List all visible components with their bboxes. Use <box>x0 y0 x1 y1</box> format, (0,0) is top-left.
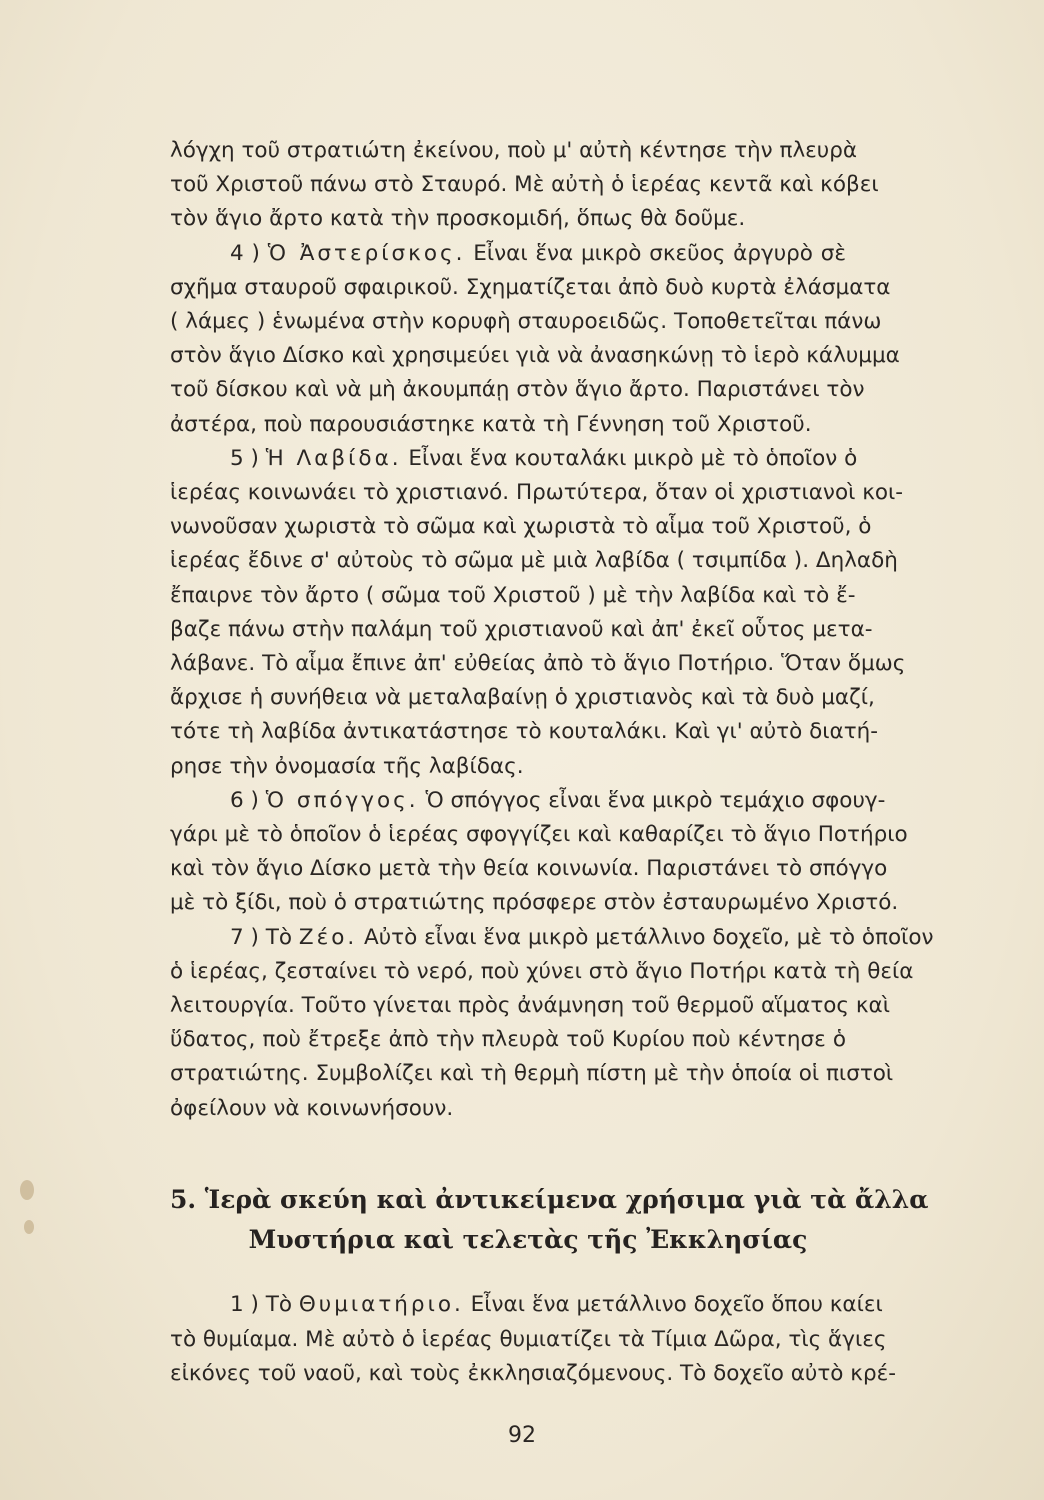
text-line: ( λάμες ) ἑνωμένα στὴν κορυφὴ σταυροειδῶς. Τοποθετεῖται πάνω <box>170 309 882 335</box>
stain-spot <box>24 1220 34 1234</box>
text-line: εἰκόνες τοῦ ναοῦ, καὶ τοὺς ἐκκλησιαζόμενους. Τὸ δοχεῖο αὐτὸ κρέ- <box>170 1361 896 1386</box>
text-line: τὸν ἅγιο ἄρτο κατὰ τὴν προσκομιδή, ὅπως θὰ δοῦμε. <box>170 206 746 232</box>
text-line: λόγχη τοῦ στρατιώτη ἐκείνου, ποὺ μ' αὐτὴ κέντησε τὴν πλευρὰ <box>170 138 858 163</box>
section-heading <box>170 1180 929 1260</box>
text-line: τοῦ δίσκου καὶ νὰ μὴ ἀκουμπάῃ στὸν ἅγιο ἄρτο. Παριστάνει τὸν <box>170 377 865 403</box>
item-5-term: Ἡ Λαβίδα. <box>265 445 402 471</box>
section-heading-line-2: Μυστήρια καὶ τελετὰς τῆς Ἐκκλησίας <box>248 1225 808 1254</box>
item-7-first-line: 7 ) Τὸ Ζέο. Αὐτὸ εἶναι ἕνα μικρὸ μετάλλινο δοχεῖο, μὲ τὸ ὁποῖον <box>230 924 934 950</box>
text-line: ὁ ἱερέας, ζεσταίνει τὸ νερό, ποὺ χύνει στὸ ἅγιο Ποτήρι κατὰ τὴ θεία <box>170 958 914 984</box>
text-line: ρησε τὴν ὀνομασία τῆς λαβίδας. <box>170 753 524 779</box>
page-number: 92 <box>508 1423 536 1448</box>
text-line: λάβανε. Τὸ αἷμα ἔπινε ἀπ' εὐθείας ἀπὸ τὸ ἅγιο Ποτήριο. Ὅταν ὅμως <box>170 651 906 677</box>
text-line: ἀστέρα, ποὺ παρουσιάστηκε κατὰ τὴ Γέννηση τοῦ Χριστοῦ. <box>170 411 812 437</box>
item-1-first-line: 1 ) Τὸ Θυμιατήριο. Εἶναι ἕνα μετάλλινο δοχεῖο ὅπου καίει <box>230 1292 883 1317</box>
item-7-term: Ζέο. <box>298 924 358 950</box>
item-4-first-line: 4 ) Ὁ Ἀστερίσκος. Εἶναι ἕνα μικρὸ σκεῦος ἀργυρὸ σὲ <box>230 240 847 266</box>
text-line: τὸ θυμίαμα. Μὲ αὐτὸ ὁ ἱερέας θυμιατίζει τὰ Τίμια Δῶρα, τὶς ἅγιες <box>170 1326 887 1352</box>
item-5-first-line: 5 ) Ἡ Λαβίδα. Εἶναι ἕνα κουταλάκι μικρὸ μὲ τὸ ὁποῖον ὁ <box>230 445 858 471</box>
item-1-term: Θυμιατήριο. <box>298 1292 464 1317</box>
text-line: σχῆμα σταυροῦ σφαιρικοῦ. Σχηματίζεται ἀπὸ δυὸ κυρτὰ ἐλάσματα <box>170 274 891 300</box>
body-text-bottom <box>170 1288 896 1392</box>
text-line: ἔπαιρνε τὸν ἄρτο ( σῶμα τοῦ Χριστοῦ ) μὲ τὴν λαβίδα καὶ τὸ ἔ- <box>170 582 856 608</box>
text-line: στὸν ἅγιο Δίσκο καὶ χρησιμεύει γιὰ νὰ ἀνασηκώνῃ τὸ ἱερὸ κάλυμμα <box>170 343 900 369</box>
text-line: τοῦ Χριστοῦ πάνω στὸ Σταυρό. Μὲ αὐτὴ ὁ ἱερέας κεντᾶ καὶ κόβει <box>170 172 879 198</box>
section-heading-line-1: 5. Ἱερὰ σκεύη καὶ ἀντικείμενα χρήσιμα γιὰ τὰ ἄλλα <box>170 1185 929 1214</box>
text-line: λειτουργία. Τοῦτο γίνεται πρὸς ἀνάμνηση τοῦ θερμοῦ αἵματος καὶ <box>170 993 890 1019</box>
item-4-term: Ὁ Ἀστερίσκος. <box>267 240 466 266</box>
text-line: νωνοῦσαν χωριστὰ τὸ σῶμα καὶ χωριστὰ τὸ αἷμα τοῦ Χριστοῦ, ὁ <box>170 514 872 540</box>
item-6-term: Ὁ σπόγγος. <box>265 787 419 813</box>
text-line: ἄρχισε ἡ συνήθεια νὰ μεταλαβαίνῃ ὁ χριστιανὸς καὶ τὰ δυὸ μαζί, <box>170 685 875 711</box>
text-line: ἱερέας ἔδινε σ' αὐτοὺς τὸ σῶμα μὲ μιὰ λαβίδα ( τσιμπίδα ). Δηλαδὴ <box>170 548 898 574</box>
text-line: ὕδατος, ποὺ ἔτρεξε ἀπὸ τὴν πλευρὰ τοῦ Κυρίου ποὺ κέντησε ὁ <box>170 1027 846 1053</box>
text-line: τότε τὴ λαβίδα ἀντικατάστησε τὸ κουταλάκι. Καὶ γι' αὐτὸ διατή- <box>170 719 879 745</box>
text-line: ἱερέας κοινωνάει τὸ χριστιανό. Πρωτύτερα, ὅταν οἱ χριστιανοὶ κοι- <box>170 480 904 506</box>
text-line: στρατιώτης. Συμβολίζει καὶ τὴ θερμὴ πίστη μὲ τὴν ὁποία οἱ πιστοὶ <box>170 1061 894 1087</box>
stain-spot <box>20 1180 34 1200</box>
item-6-first-line: 6 ) Ὁ σπόγγος. Ὁ σπόγγος εἶναι ἕνα μικρὸ τεμάχιο σφουγ- <box>230 787 886 813</box>
text-line: γάρι μὲ τὸ ὁποῖον ὁ ἱερέας σφογγίζει καὶ καθαρίζει τὸ ἅγιο Ποτήριο <box>170 822 908 848</box>
body-text-top <box>170 134 934 1126</box>
text-line: ὀφείλουν νὰ κοινωνήσουν. <box>170 1095 454 1121</box>
text-line: μὲ τὸ ξίδι, ποὺ ὁ στρατιώτης πρόσφερε στὸν ἐσταυρωμένο Χριστό. <box>170 890 899 916</box>
text-line: καὶ τὸν ἅγιο Δίσκο μετὰ τὴν θεία κοινωνία. Παριστάνει τὸ σπόγγο <box>170 856 888 882</box>
text-line: βαζε πάνω στὴν παλάμη τοῦ χριστιανοῦ καὶ ἀπ' ἐκεῖ οὗτος μετα- <box>170 616 873 642</box>
